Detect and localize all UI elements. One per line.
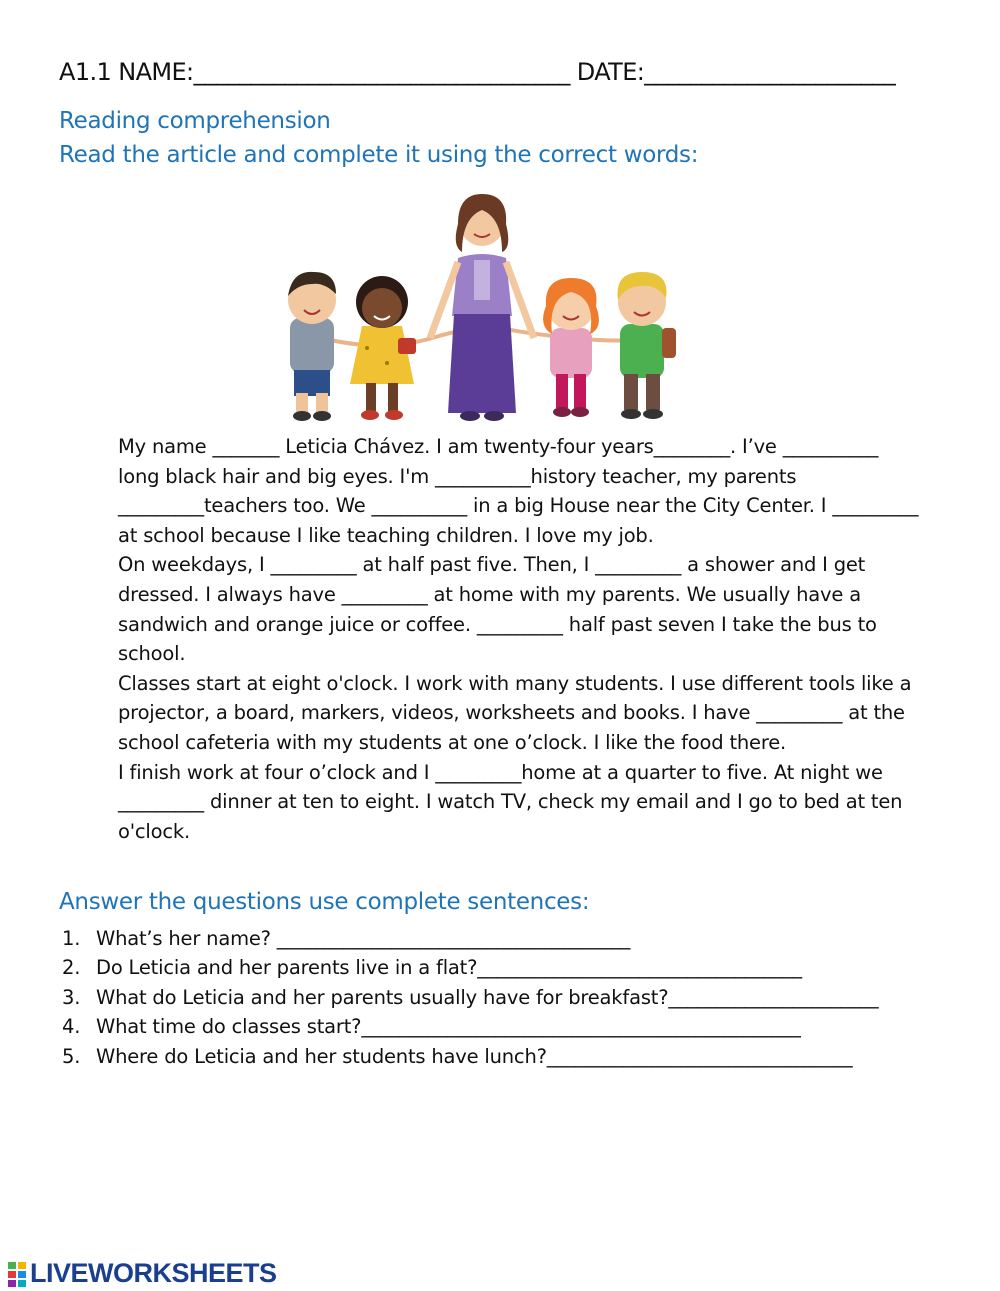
question-number: 2. [62,956,81,980]
article-line: My name _______ Leticia Chávez. I am twenty-four years________. I’ve __________ [118,435,879,458]
article-line: _________ dinner at ten to eight. I watch TV, check my email and I go to bed at ten [118,790,903,814]
question-number: 4. [62,1015,81,1039]
article-line: long black hair and big eyes. I'm __________history teacher, my parents [118,464,797,488]
question-item [62,924,962,953]
question-text: What do Leticia and her parents usually have for breakfast?______________________ [96,985,879,1009]
questions-title: Answer the questions use complete sentences: [59,889,590,915]
instructions-title: Read the article and complete it using the correct words: [59,142,699,168]
article-text [118,432,948,846]
logo-blocks-icon [8,1262,28,1288]
article-line: Classes start at eight o'clock. I work with many students. I use different tools like a [118,671,912,695]
article-line: school cafeteria with my students at one o’clock. I like the food there. [118,730,787,754]
question-number: 3. [62,985,81,1009]
teacher-woman-purple [430,194,534,421]
article-line: dressed. I always have _________ at home with my parents. We usually have a [118,582,861,606]
logo-text: LIVEWORKSHEETS [30,1258,277,1288]
question-number: 5. [62,1044,81,1068]
question-text: Where do Leticia and her students have lunch?________________________________ [96,1044,853,1068]
questions-list [62,924,962,1071]
teacher-with-children-illustration [262,188,702,423]
child-boy-green-shirt [618,272,677,419]
child-girl-orange-hair [543,278,599,417]
question-text: What time do classes start?______________________________________________ [96,1015,801,1039]
article-line: projector, a board, markers, videos, worksheets and books. I have _________ at the [118,701,905,725]
article-line: sandwich and orange juice or coffee. _________ half past seven I take the bus to [118,612,877,636]
article-line: On weekdays, I _________ at half past five. Then, I _________ a shower and I get [118,553,866,577]
article-line: I finish work at four o’clock and I _________home at a quarter to five. At night we [118,760,883,784]
header-name-date-line: A1.1 NAME:_________________________________ DATE:______________________ [59,58,896,86]
question-item [62,983,962,1012]
child-girl-yellow-dress [350,276,416,420]
child-boy-grey-shirt [288,272,336,421]
question-item [62,953,962,982]
article-line: o'clock. [118,819,190,843]
question-text: What’s her name? _____________________________________ [96,927,631,950]
reading-comprehension-title: Reading comprehension [59,108,331,134]
liveworksheets-logo[interactable] [8,1258,278,1290]
article-line: at school because I like teaching children. I love my job. [118,523,654,547]
question-number: 1. [62,927,81,950]
question-text: Do Leticia and her parents live in a flat?__________________________________ [96,956,802,980]
question-item [62,1042,962,1071]
question-item [62,1012,962,1041]
article-line: school. [118,642,186,666]
article-line: _________teachers too. We __________ in a big House near the City Center. I _________ [118,494,919,518]
